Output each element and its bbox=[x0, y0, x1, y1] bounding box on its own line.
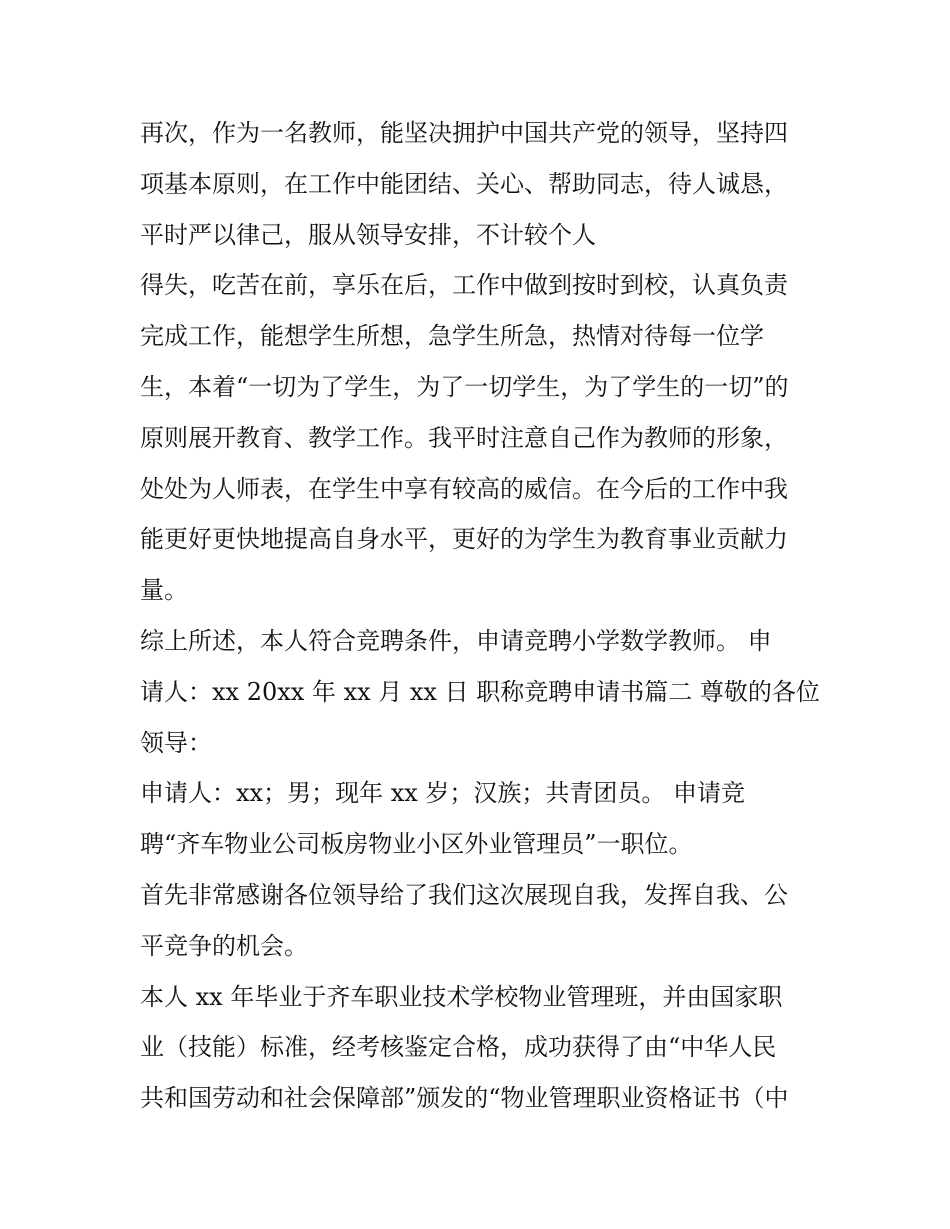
text-line: 平时严以律己，服从领导安排，不计较个人 bbox=[140, 220, 596, 249]
text-line: 量。 bbox=[140, 576, 188, 605]
text-line: 项基本原则，在工作中能团结、关心、帮助同志，待人诚恳， bbox=[140, 169, 788, 198]
text-line: 业（技能）标准，经考核鉴定合格，成功获得了由“中华人民 bbox=[140, 1033, 777, 1062]
text-line: 原则展开教育、教学工作。我平时注意自己作为教师的形象， bbox=[140, 423, 788, 452]
text-line: 综上所述，本人符合竞聘条件，申请竞聘小学数学教师。 申 bbox=[140, 626, 772, 655]
text-line: 申请人：xx；男；现年 xx 岁；汉族；共青团员。 申请竞 bbox=[140, 779, 746, 808]
text-line: 本人 xx 年毕业于齐车职业技术学校物业管理班，并由国家职 bbox=[140, 982, 783, 1011]
text-line: 领导： bbox=[140, 728, 212, 757]
text-line: 聘“齐车物业公司板房物业小区外业管理员”一职位。 bbox=[140, 830, 693, 859]
text-line: 完成工作，能想学生所想，急学生所急，热情对待每一位学 bbox=[140, 322, 764, 351]
text-line: 能更好更快地提高自身水平，更好的为学生为教育事业贡献力 bbox=[140, 525, 788, 554]
text-line: 再次，作为一名教师，能坚决拥护中国共产党的领导，坚持四 bbox=[140, 119, 788, 147]
text-line: 平竞争的机会。 bbox=[140, 931, 308, 960]
text-line: 得失，吃苦在前，享乐在后，工作中做到按时到校，认真负责 bbox=[140, 271, 788, 300]
text-line: 处处为人师表，在学生中享有较高的威信。在今后的工作中我 bbox=[140, 474, 788, 503]
text-line: 首先非常感谢各位领导给了我们这次展现自我，发挥自我、公 bbox=[140, 880, 788, 909]
document-body bbox=[140, 108, 820, 1124]
text-line: 共和国劳动和社会保障部”颁发的“物业管理职业资格证书（中 bbox=[140, 1084, 789, 1113]
text-line: 生，本着“一切为了学生，为了一切学生，为了学生的一切”的 bbox=[140, 372, 789, 401]
text-line: 请人：xx 20xx 年 xx 月 xx 日 职称竞聘申请书篇二 尊敬的各位 bbox=[140, 677, 820, 706]
